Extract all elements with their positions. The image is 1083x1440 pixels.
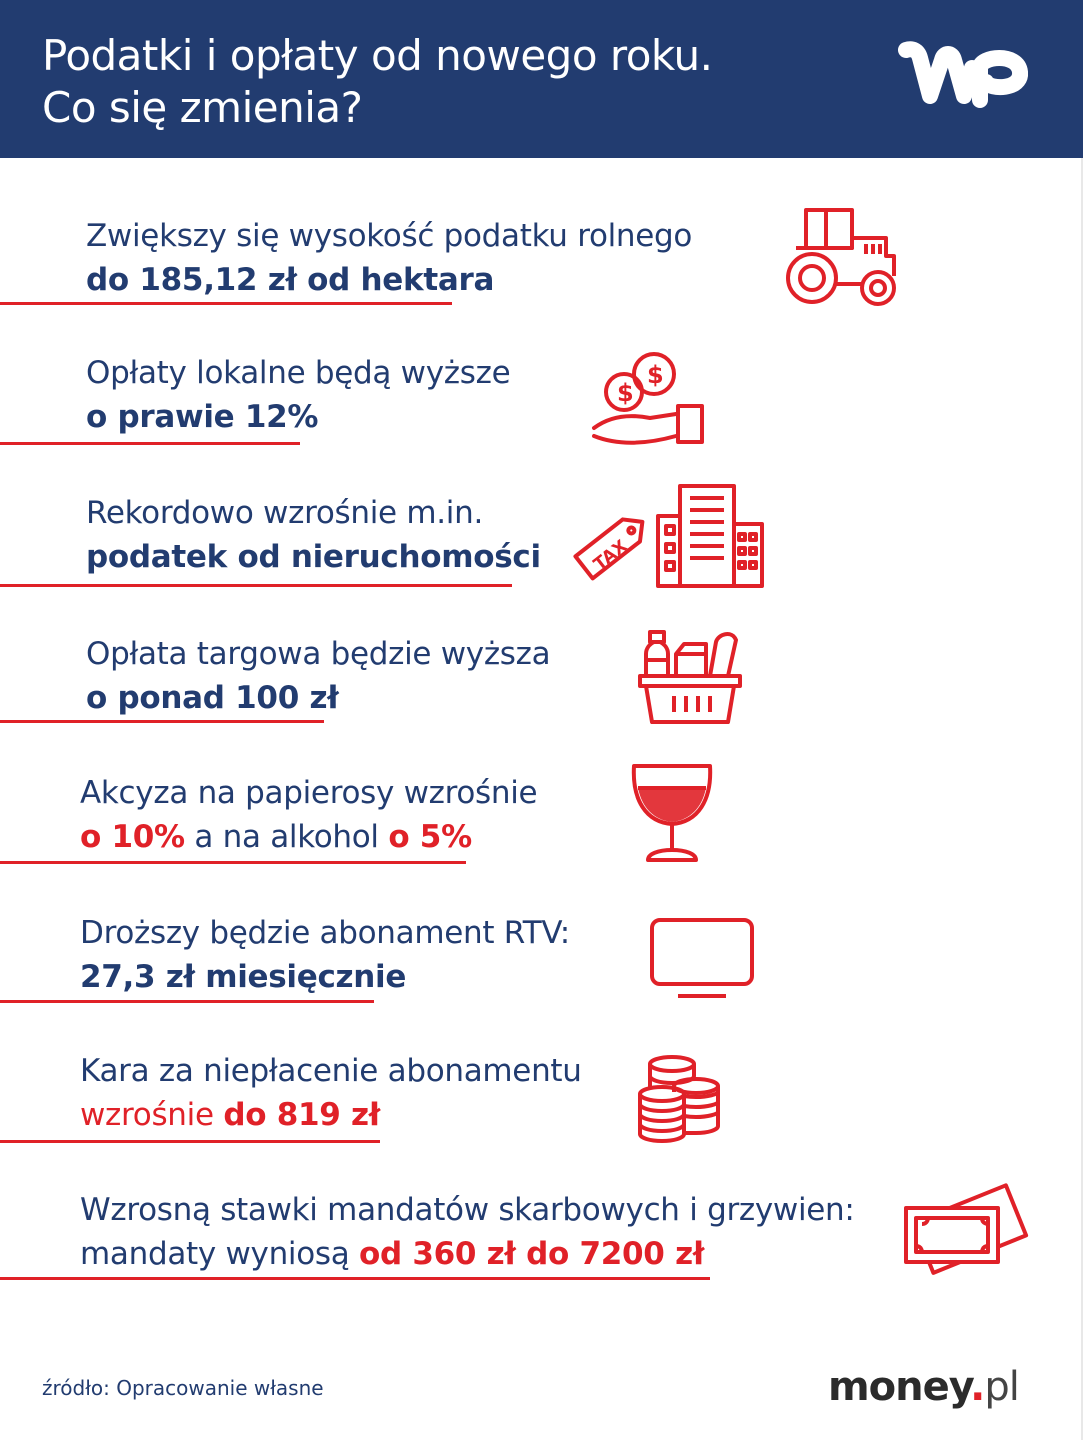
item-underline (0, 720, 324, 723)
item-highlight-line (80, 1234, 704, 1274)
item-underline (0, 1000, 374, 1003)
header-banner (0, 0, 1083, 158)
item-text: Droższy będzie abonament RTV: (80, 915, 570, 951)
hand-coins-icon (590, 350, 710, 450)
item-highlight-2: o 5% (388, 819, 472, 855)
item-highlight: podatek od nieruchomości (86, 539, 541, 575)
tax-buildings-icon (572, 482, 768, 590)
wp-logo-icon (898, 38, 1028, 118)
item-highlight-regular: wzrośnie (80, 1097, 214, 1133)
item-underline (0, 1140, 380, 1143)
wine-glass-icon (626, 760, 718, 866)
item-text: Wzrosną stawki mandatów skarbowych i grzywien: (80, 1192, 855, 1228)
item-highlight-line (80, 1095, 380, 1135)
grocery-basket-icon (636, 624, 746, 728)
item-highlight: 27,3 zł miesięcznie (80, 959, 407, 995)
item-underline (0, 861, 466, 864)
page-title (42, 30, 712, 134)
item-text: Opłata targowa będzie wyższa (86, 636, 551, 672)
tractor-icon (782, 204, 902, 308)
item-text-mid: mandaty wyniosą (80, 1236, 359, 1272)
item-text-mid: a na alkohol (184, 819, 389, 855)
item-underline (0, 442, 300, 445)
brand-dot: . (970, 1364, 985, 1410)
item-highlight: od 360 zł do 7200 zł (359, 1236, 705, 1272)
item-text-mid (214, 1097, 224, 1133)
item-text: Zwiększy się wysokość podatku rolnego (86, 218, 693, 254)
brand-tld: pl (984, 1364, 1019, 1410)
tax-tag-label: TAX (590, 536, 632, 575)
banknotes-icon (900, 1180, 1030, 1280)
item-text: Kara za niepłacenie abonamentu (80, 1053, 582, 1089)
title-line-1: Podatki i opłaty od nowego roku. (42, 31, 713, 80)
item-highlight: o ponad 100 zł (86, 680, 339, 716)
item-highlight: o 10% (80, 819, 185, 855)
tv-icon (648, 914, 756, 1002)
item-underline (0, 1277, 710, 1280)
item-text: Opłaty lokalne będą wyższe (86, 355, 511, 391)
brand-logo (828, 1364, 1019, 1410)
item-highlight: do 819 zł (223, 1097, 380, 1133)
footer-source: źródło: Opracowanie własne (42, 1376, 324, 1400)
item-highlight: o prawie 12% (86, 399, 319, 435)
title-line-2: Co się zmienia? (42, 83, 363, 132)
coin-stacks-icon (636, 1052, 724, 1144)
svg-text:$: $ (617, 379, 634, 407)
item-highlight: do 185,12 zł od hektara (86, 262, 495, 298)
item-text: Rekordowo wzrośnie m.in. (86, 495, 484, 531)
item-underline (0, 302, 452, 305)
svg-text:$: $ (647, 361, 664, 389)
item-underline (0, 584, 512, 587)
brand-main: money (828, 1364, 971, 1410)
item-highlight-line (80, 817, 472, 857)
item-text: Akcyza na papierosy wzrośnie (80, 775, 538, 811)
